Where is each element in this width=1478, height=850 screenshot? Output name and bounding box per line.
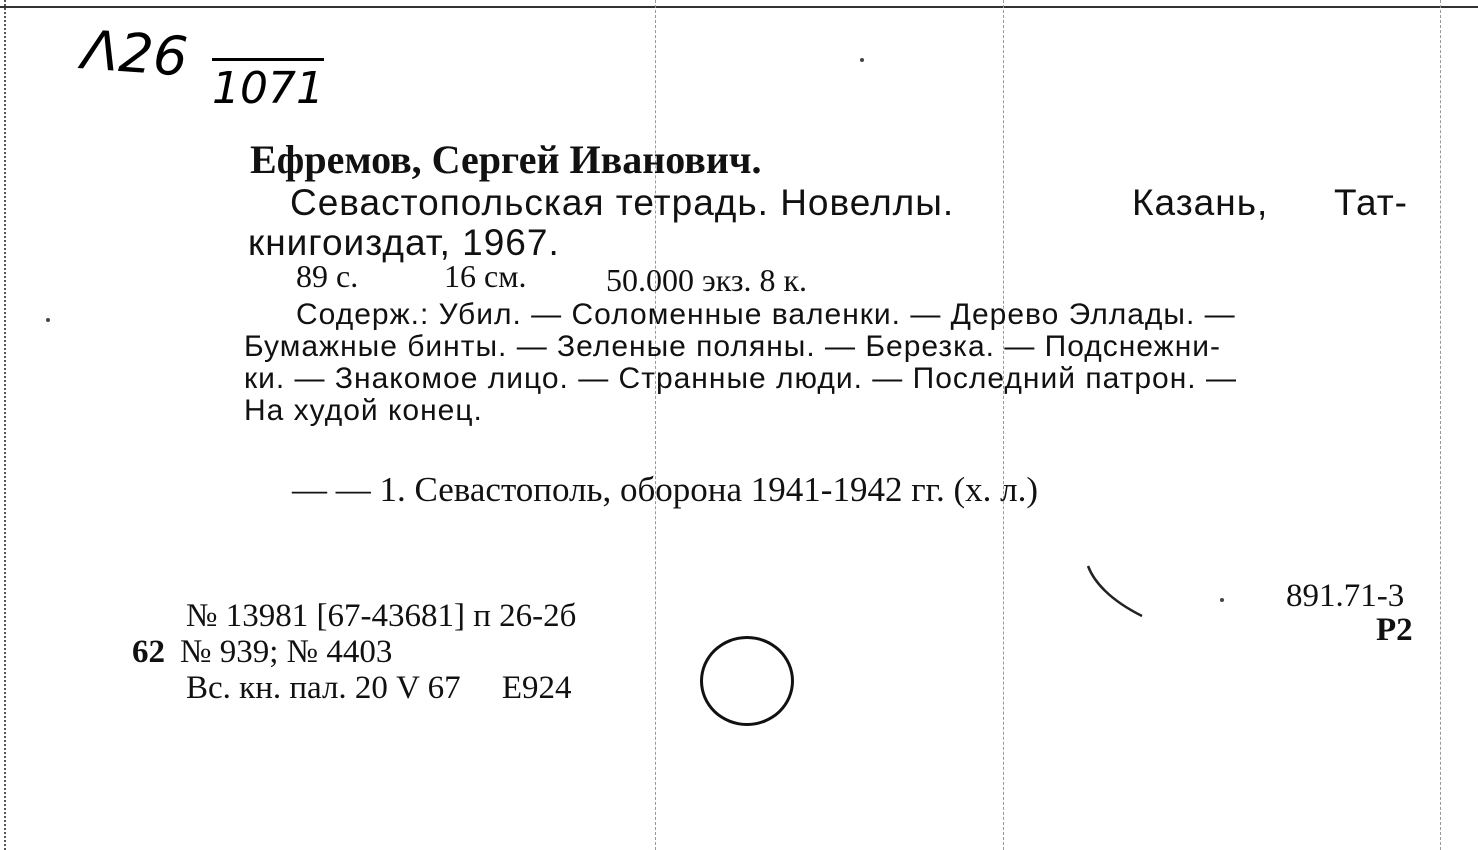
- handwritten-number: 1071: [212, 58, 324, 114]
- card-reference-line: № 939; № 4403: [180, 634, 393, 670]
- fold-line: [655, 0, 656, 850]
- speck: [1220, 598, 1224, 602]
- class-code: Р2: [1376, 612, 1413, 648]
- card-prefix: 62: [132, 634, 165, 670]
- chamber-line: Вс. кн. пал. 20 V 67 Е924: [186, 670, 572, 706]
- print-run-price: 50.000 экз. 8 к.: [606, 262, 808, 298]
- speck: [46, 318, 50, 322]
- fold-line: [1003, 0, 1004, 850]
- publisher-year: книгоиздат, 1967.: [248, 222, 560, 263]
- fold-line: [1440, 0, 1441, 850]
- publication-place: Казань,: [1132, 182, 1269, 223]
- book-size: 16 см.: [444, 258, 527, 294]
- contents-line: Содерж.: Убил. — Соломенные валенки. — Дерево Эллады. —: [296, 298, 1236, 331]
- circle-stamp: [700, 636, 794, 726]
- pen-stroke: [1080, 560, 1150, 620]
- handwritten-shelf-mark: Λ26: [79, 18, 190, 89]
- card-number-line: № 13981 [67-43681] п 26-2б: [186, 598, 577, 634]
- speck: [860, 58, 864, 62]
- contents-line: Бумажные бинты. — Зеленые поляны. — Березка. — Подснежни-: [244, 330, 1222, 363]
- title-line-1: Севастопольская тетрадь. Новеллы.: [290, 182, 955, 223]
- contents-line: На худой конец.: [244, 394, 483, 427]
- contents-line: ки. — Знакомое лицо. — Странные люди. — Последний патрон. —: [244, 362, 1237, 395]
- author-heading: Ефремов, Сергей Иванович.: [250, 137, 762, 182]
- card-top-edge: [0, 6, 1478, 8]
- pages-count: 89 с.: [296, 258, 359, 294]
- classification-index: 891.71-3: [1286, 578, 1405, 614]
- card-left-edge: [4, 0, 6, 850]
- publisher-part-1: Тат-: [1334, 182, 1408, 223]
- subject-heading: — — 1. Севастополь, оборона 1941-1942 гг. (х. л.): [292, 470, 1038, 509]
